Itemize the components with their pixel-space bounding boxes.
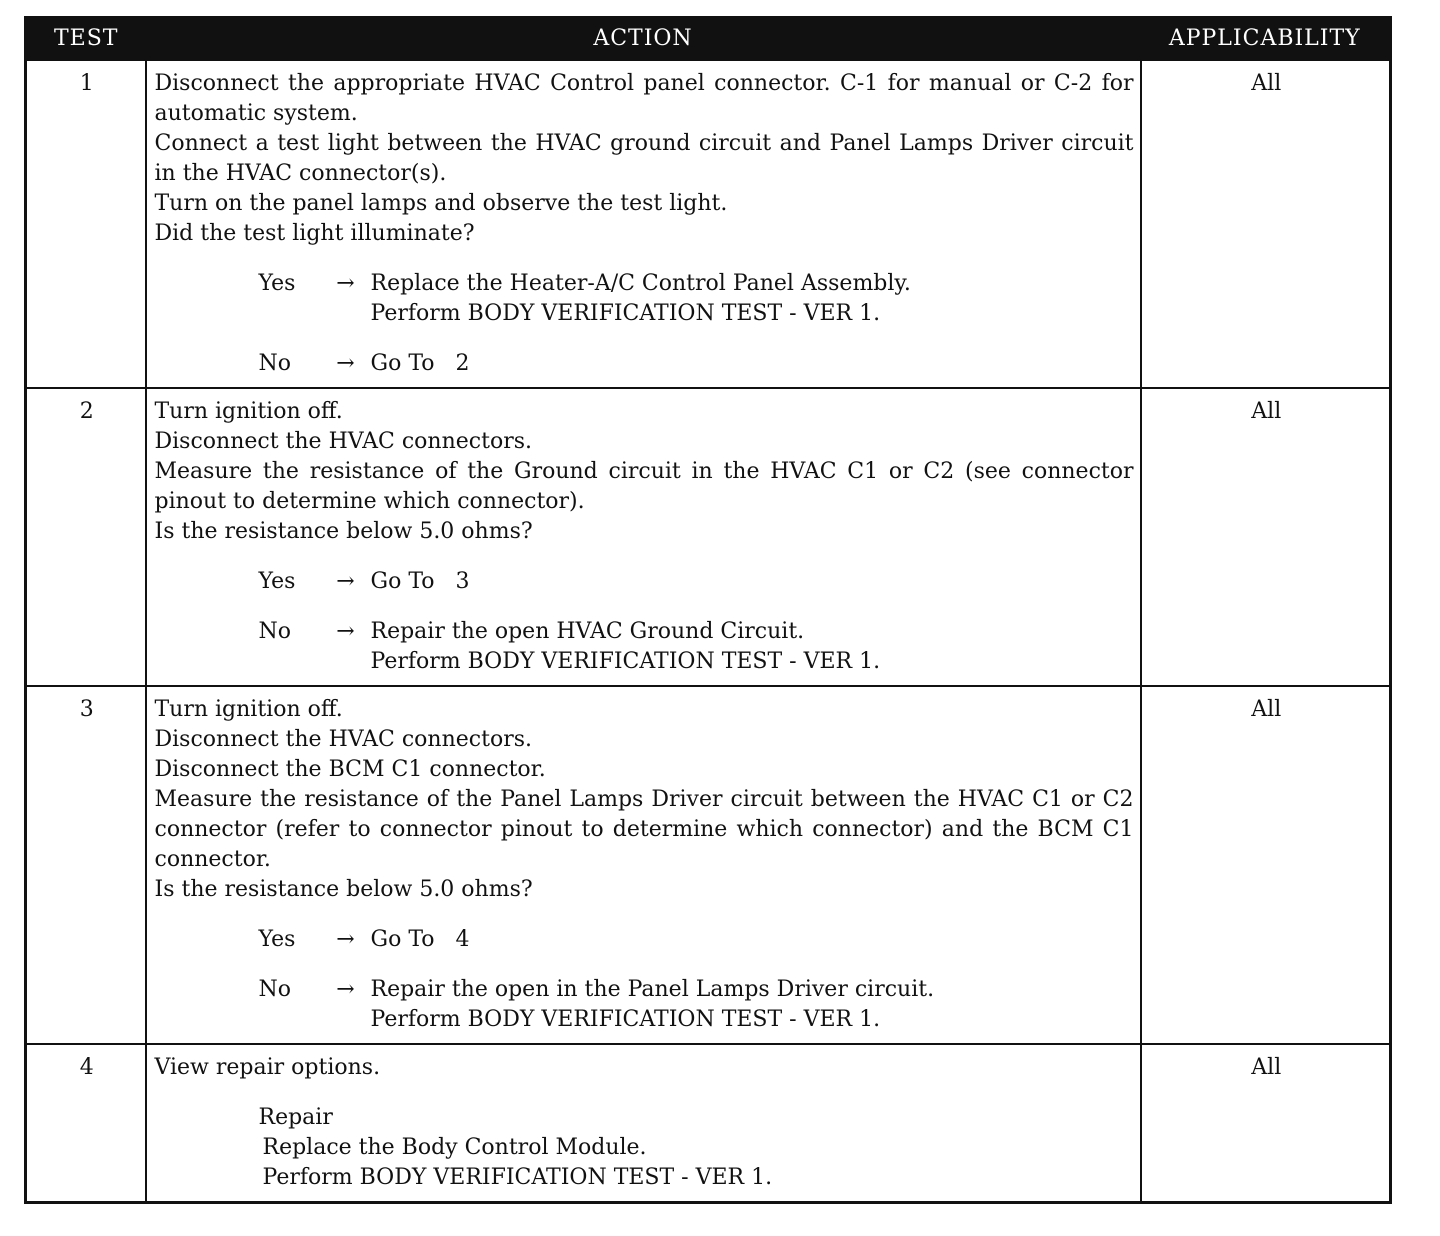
action-step: Did the test light illuminate? (154, 221, 475, 246)
action-cell (146, 1044, 1141, 1203)
arrow-right-icon: → (336, 351, 355, 376)
action-step: Disconnect the HVAC connectors. (154, 727, 532, 752)
applicability-value: All (1141, 1044, 1391, 1203)
action-step: Turn on the panel lamps and observe the test light. (154, 191, 728, 216)
result-no (259, 975, 1134, 1035)
action-step: Disconnect the HVAC connectors. (154, 429, 532, 454)
table-header-row (26, 18, 1391, 61)
result-line: Go To 3 (370, 569, 470, 594)
result-line: Go To 4 (370, 927, 470, 952)
arrow-right-icon: → (336, 569, 355, 594)
header-applicability: APPLICABILITY (1141, 18, 1391, 61)
result-yes (259, 567, 1134, 597)
result-line: Repair the open in the Panel Lamps Driver circuit. (370, 977, 935, 1002)
result-no (259, 617, 1134, 677)
applicability-value: All (1141, 686, 1391, 1044)
result-label: No (258, 619, 291, 644)
action-cell (146, 388, 1141, 686)
result-line: Perform BODY VERIFICATION TEST - VER 1. (370, 301, 881, 326)
action-step: Connect a test light between the HVAC ground circuit and Panel Lamps Driver circuit in the HVAC connector(s). (154, 131, 1134, 186)
table-row (26, 60, 1391, 388)
table-row (26, 1044, 1391, 1203)
repair-instructions (263, 1133, 1134, 1193)
result-no (259, 349, 1134, 379)
result-yes (259, 269, 1134, 329)
result-yes (259, 925, 1134, 955)
result-label: No (258, 977, 291, 1002)
test-number: 3 (26, 686, 146, 1044)
arrow-right-icon: → (336, 619, 355, 644)
arrow-right-icon: → (336, 271, 355, 296)
action-step: View repair options. (154, 1055, 381, 1080)
result-line: Repair the open HVAC Ground Circuit. (370, 619, 805, 644)
result-line: Perform BODY VERIFICATION TEST - VER 1. (370, 1007, 881, 1032)
result-label: Yes (258, 271, 296, 296)
action-step: Disconnect the appropriate HVAC Control panel connector. C-1 for manual or C-2 for automatic system. (154, 71, 1134, 126)
action-step: Measure the resistance of the Panel Lamps Driver circuit between the HVAC C1 or C2 connector (refer to connector pinout to determine which connector) and the BCM C1 connector. (154, 787, 1134, 872)
diagnostic-test-table (24, 16, 1392, 1204)
arrow-right-icon: → (336, 927, 355, 952)
action-step: Disconnect the BCM C1 connector. (154, 757, 546, 782)
header-action: ACTION (146, 18, 1141, 61)
action-step: Turn ignition off. (154, 697, 343, 722)
arrow-right-icon: → (336, 977, 355, 1002)
result-label: No (258, 351, 291, 376)
result-line: Go To 2 (370, 351, 470, 376)
action-steps (155, 69, 1134, 249)
action-steps (155, 1053, 1134, 1083)
repair-label: Repair (258, 1105, 333, 1130)
test-number: 1 (26, 60, 146, 388)
header-test: TEST (26, 18, 146, 61)
action-steps (155, 397, 1134, 547)
action-step: Measure the resistance of the Ground circuit in the HVAC C1 or C2 (see connector pinout to determine which connector). (154, 459, 1134, 514)
action-step: Turn ignition off. (154, 399, 343, 424)
result-label: Yes (258, 927, 296, 952)
test-number: 2 (26, 388, 146, 686)
applicability-value: All (1141, 388, 1391, 686)
action-steps (155, 695, 1134, 905)
applicability-value: All (1141, 60, 1391, 388)
test-number: 4 (26, 1044, 146, 1203)
action-cell (146, 686, 1141, 1044)
result-line: Replace the Heater-A/C Control Panel Assembly. (370, 271, 911, 296)
action-step: Is the resistance below 5.0 ohms? (154, 519, 533, 544)
table-row (26, 388, 1391, 686)
action-step: Is the resistance below 5.0 ohms? (154, 877, 533, 902)
result-line: Perform BODY VERIFICATION TEST - VER 1. (370, 649, 881, 674)
result-label: Yes (258, 569, 296, 594)
repair-line: Perform BODY VERIFICATION TEST - VER 1. (262, 1165, 773, 1190)
table-row (26, 686, 1391, 1044)
repair-line: Replace the Body Control Module. (262, 1135, 647, 1160)
action-cell (146, 60, 1141, 388)
